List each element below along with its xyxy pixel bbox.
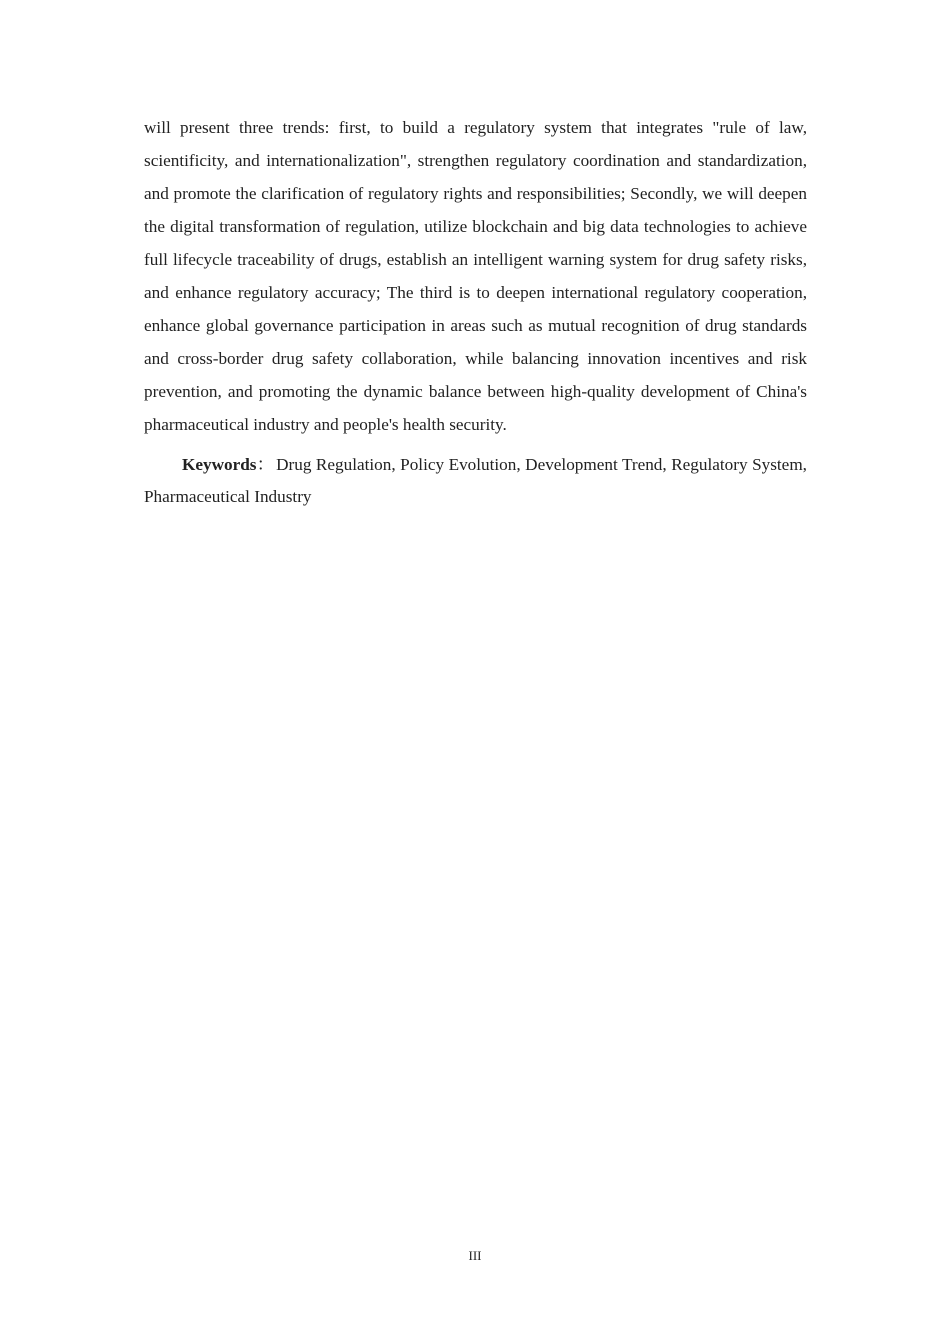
abstract-paragraph: will present three trends: first, to build a regulatory system that integrates "rule of law, scientificity, and internationalization", strengthen regulatory coordination and standardization, and promote the clarification of regulatory rights and responsibilities; Secondly, we will deepen the digital transformation of regulation, utilize blockchain and big data technologies to achieve full lifecycle traceability of drugs, establish an intelligent warning system for drug safety risks, and enhance regulatory accuracy; The third is to deepen international regulatory cooperation, enhance global governance participation in areas such as mutual recognition of drug standards and cross-border drug safety collaboration, while balancing innovation incentives and risk prevention, and promoting the dynamic balance between high-quality development of China's pharmaceutical industry and people's health security. [144,118,807,434]
keywords-paragraph [144,449,807,513]
keywords-text: Drug Regulation, Policy Evolution, Development Trend, Regulatory System, Pharmaceutical Industry [144,455,807,506]
page-number: III [468,1248,482,1263]
page-content [144,111,807,513]
keywords-separator: ： [256,455,275,474]
keywords-label: Keywords [182,455,257,474]
